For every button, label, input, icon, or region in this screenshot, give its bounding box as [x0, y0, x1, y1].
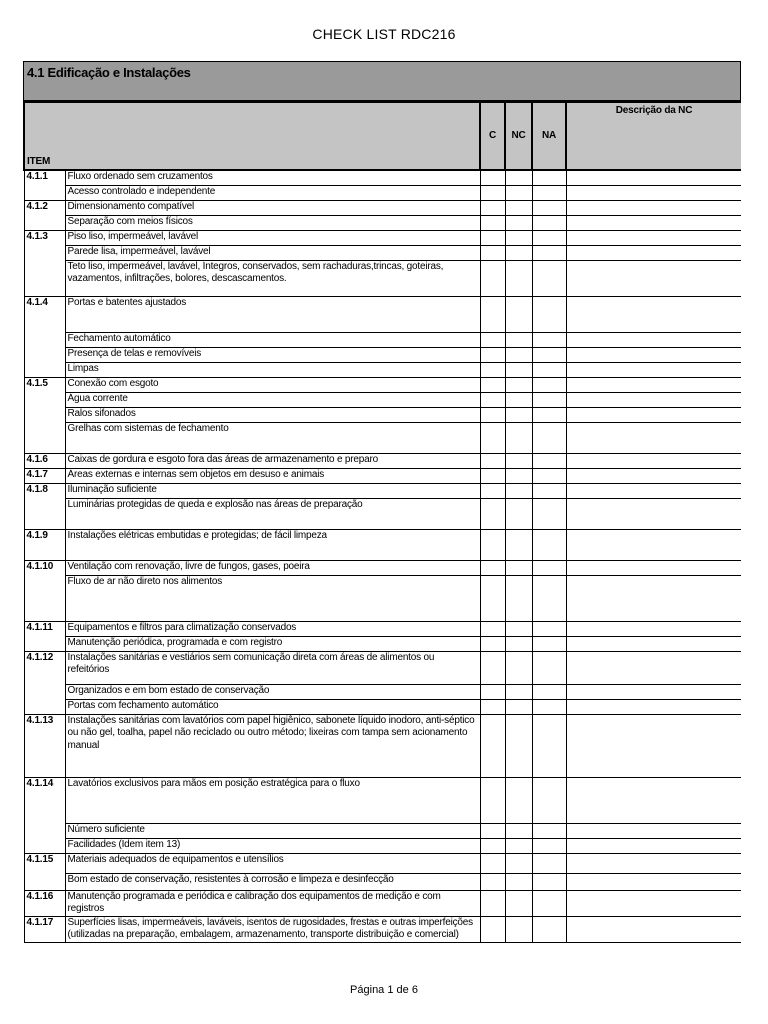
- table-row: [24, 699, 741, 714]
- requirement-text: Iluminação suficiente: [65, 483, 480, 498]
- nc-description-cell[interactable]: [566, 392, 741, 407]
- item-number: 4.1.4: [24, 296, 65, 332]
- header-description: Descrição da NC: [566, 102, 741, 170]
- c-cell[interactable]: [480, 890, 505, 916]
- na-cell[interactable]: [532, 684, 566, 699]
- requirement-text: Portas e batentes ajustados: [65, 296, 480, 332]
- nc-cell[interactable]: [505, 245, 532, 260]
- requirement-text: Manutenção programada e periódica e calibração dos equipamentos de medição e com registros: [65, 890, 480, 916]
- section-heading: 4.1 Edificação e Instalações: [23, 61, 741, 101]
- nc-description-cell[interactable]: [566, 200, 741, 215]
- c-cell[interactable]: [480, 347, 505, 362]
- table-row: [24, 890, 741, 916]
- item-number: 4.1.14: [24, 777, 65, 823]
- na-cell[interactable]: [532, 853, 566, 873]
- nc-description-cell[interactable]: [566, 823, 741, 838]
- c-cell[interactable]: [480, 245, 505, 260]
- na-cell[interactable]: [532, 560, 566, 575]
- table-row: [24, 560, 741, 575]
- na-cell[interactable]: [532, 200, 566, 215]
- nc-cell[interactable]: [505, 377, 532, 392]
- c-cell[interactable]: [480, 636, 505, 651]
- table-row: [24, 529, 741, 560]
- table-row: [24, 714, 741, 777]
- na-cell[interactable]: [532, 651, 566, 684]
- nc-cell[interactable]: [505, 230, 532, 245]
- nc-description-cell[interactable]: [566, 651, 741, 684]
- requirement-text: Equipamentos e filtros para climatização conservados: [65, 621, 480, 636]
- requirement-text: Piso liso, impermeável, lavável: [65, 230, 480, 245]
- c-cell[interactable]: [480, 777, 505, 823]
- na-cell[interactable]: [532, 377, 566, 392]
- nc-cell[interactable]: [505, 560, 532, 575]
- item-number: [24, 684, 65, 699]
- nc-description-cell[interactable]: [566, 699, 741, 714]
- requirement-text: Teto liso, impermeável, lavável, Íntegros, conservados, sem rachaduras,trincas, goteiras, vazamentos, infiltrações, bolores, descascamentos.: [65, 260, 480, 296]
- item-number: [24, 422, 65, 453]
- nc-description-cell[interactable]: [566, 498, 741, 529]
- c-cell[interactable]: [480, 699, 505, 714]
- table-row: [24, 185, 741, 200]
- nc-cell[interactable]: [505, 296, 532, 332]
- c-cell[interactable]: [480, 575, 505, 621]
- table-row: [24, 575, 741, 621]
- requirement-text: Lavatórios exclusivos para mãos em posição estratégica para o fluxo: [65, 777, 480, 823]
- c-cell[interactable]: [480, 853, 505, 873]
- nc-description-cell[interactable]: [566, 483, 741, 498]
- table-header-row: [24, 102, 741, 170]
- item-number: 4.1.10: [24, 560, 65, 575]
- table-row: [24, 916, 741, 942]
- table-row: [24, 453, 741, 468]
- table-row: [24, 215, 741, 230]
- na-cell[interactable]: [532, 714, 566, 777]
- requirement-text: Acesso controlado e independente: [65, 185, 480, 200]
- nc-description-cell[interactable]: [566, 377, 741, 392]
- nc-description-cell[interactable]: [566, 529, 741, 560]
- item-number: [24, 185, 65, 200]
- c-cell[interactable]: [480, 468, 505, 483]
- nc-cell[interactable]: [505, 362, 532, 377]
- requirement-text: Manutenção periódica, programada e com registro: [65, 636, 480, 651]
- table-row: [24, 407, 741, 422]
- requirement-text: Conexão com esgoto: [65, 377, 480, 392]
- checklist-table: [23, 101, 741, 943]
- requirement-text: Número suficiente: [65, 823, 480, 838]
- table-row: [24, 873, 741, 890]
- na-cell[interactable]: [532, 498, 566, 529]
- c-cell[interactable]: [480, 651, 505, 684]
- requirement-text: Facilidades (Idem item 13): [65, 838, 480, 853]
- nc-cell[interactable]: [505, 185, 532, 200]
- nc-cell[interactable]: [505, 621, 532, 636]
- nc-cell[interactable]: [505, 260, 532, 296]
- requirement-text: Presença de telas e removíveis: [65, 347, 480, 362]
- requirement-text: Fechamento automático: [65, 332, 480, 347]
- table-row: [24, 170, 741, 185]
- header-item: ITEM: [24, 102, 480, 170]
- item-number: [24, 347, 65, 362]
- requirement-text: Instalações sanitárias e vestiários sem comunicação direta com áreas de alimentos ou refeitórios: [65, 651, 480, 684]
- table-row: [24, 684, 741, 699]
- table-row: [24, 200, 741, 215]
- item-number: [24, 575, 65, 621]
- nc-description-cell[interactable]: [566, 621, 741, 636]
- nc-cell[interactable]: [505, 453, 532, 468]
- requirement-text: Superfícies lisas, impermeáveis, laváveis, isentos de rugosidades, frestas e outras imperfeições (utilizadas na preparação, embalagem, armazenamento, transporte distribuição e comercial): [65, 916, 480, 942]
- c-cell[interactable]: [480, 260, 505, 296]
- nc-cell[interactable]: [505, 392, 532, 407]
- item-number: [24, 873, 65, 890]
- page-number: Página 1 de 6: [350, 984, 418, 996]
- nc-description-cell[interactable]: [566, 453, 741, 468]
- table-row: [24, 230, 741, 245]
- na-cell[interactable]: [532, 699, 566, 714]
- nc-description-cell[interactable]: [566, 873, 741, 890]
- nc-cell[interactable]: [505, 407, 532, 422]
- na-cell[interactable]: [532, 422, 566, 453]
- nc-description-cell[interactable]: [566, 347, 741, 362]
- nc-cell[interactable]: [505, 651, 532, 684]
- c-cell[interactable]: [480, 170, 505, 185]
- table-row: [24, 377, 741, 392]
- nc-description-cell[interactable]: [566, 260, 741, 296]
- requirement-text: Organizados e em bom estado de conservação: [65, 684, 480, 699]
- na-cell[interactable]: [532, 468, 566, 483]
- nc-cell[interactable]: [505, 215, 532, 230]
- item-number: 4.1.15: [24, 853, 65, 873]
- na-cell[interactable]: [532, 838, 566, 853]
- na-cell[interactable]: [532, 230, 566, 245]
- item-number: 4.1.1: [24, 170, 65, 185]
- requirement-text: Portas com fechamento automático: [65, 699, 480, 714]
- item-number: 4.1.3: [24, 230, 65, 245]
- table-row: [24, 498, 741, 529]
- na-cell[interactable]: [532, 215, 566, 230]
- item-number: 4.1.9: [24, 529, 65, 560]
- requirement-text: Instalações sanitárias com lavatórios com papel higiênico, sabonete líquido inodoro, anti-séptico ou não gel, toalha, papel não reciclado ou outro método; lixeiras com tampa sem acionamento manual: [65, 714, 480, 777]
- item-number: 4.1.17: [24, 916, 65, 942]
- c-cell[interactable]: [480, 377, 505, 392]
- requirement-text: Luminárias protegidas de queda e explosão nas áreas de preparação: [65, 498, 480, 529]
- nc-cell[interactable]: [505, 714, 532, 777]
- nc-description-cell[interactable]: [566, 684, 741, 699]
- c-cell[interactable]: [480, 621, 505, 636]
- nc-cell[interactable]: [505, 838, 532, 853]
- table-row: [24, 838, 741, 853]
- nc-description-cell[interactable]: [566, 170, 741, 185]
- table-row: [24, 296, 741, 332]
- c-cell[interactable]: [480, 684, 505, 699]
- nc-cell[interactable]: [505, 916, 532, 942]
- table-row: [24, 392, 741, 407]
- item-number: [24, 332, 65, 347]
- item-number: [24, 260, 65, 296]
- c-cell[interactable]: [480, 529, 505, 560]
- nc-description-cell[interactable]: [566, 422, 741, 453]
- requirement-text: Instalações elétricas embutidas e protegidas; de fácil limpeza: [65, 529, 480, 560]
- nc-description-cell[interactable]: [566, 777, 741, 823]
- requirement-text: Dimensionamento compatível: [65, 200, 480, 215]
- c-cell[interactable]: [480, 185, 505, 200]
- item-number: [24, 498, 65, 529]
- table-row: [24, 245, 741, 260]
- na-cell[interactable]: [532, 185, 566, 200]
- nc-description-cell[interactable]: [566, 215, 741, 230]
- nc-description-cell[interactable]: [566, 407, 741, 422]
- nc-cell[interactable]: [505, 823, 532, 838]
- na-cell[interactable]: [532, 916, 566, 942]
- requirement-text: Bom estado de conservação, resistentes à corrosão e limpeza e desinfecção: [65, 873, 480, 890]
- nc-cell[interactable]: [505, 636, 532, 651]
- c-cell[interactable]: [480, 296, 505, 332]
- requirement-text: Fluxo ordenado sem cruzamentos: [65, 170, 480, 185]
- table-row: [24, 777, 741, 823]
- nc-description-cell[interactable]: [566, 468, 741, 483]
- table-row: [24, 651, 741, 684]
- nc-description-cell[interactable]: [566, 332, 741, 347]
- nc-cell[interactable]: [505, 347, 532, 362]
- c-cell[interactable]: [480, 498, 505, 529]
- na-cell[interactable]: [532, 296, 566, 332]
- table-row: [24, 347, 741, 362]
- na-cell[interactable]: [532, 777, 566, 823]
- table-row: [24, 332, 741, 347]
- na-cell[interactable]: [532, 890, 566, 916]
- document-title: CHECK LIST RDC216: [312, 26, 456, 42]
- requirement-text: Ventilação com renovação, livre de fungos, gases, poeira: [65, 560, 480, 575]
- nc-description-cell[interactable]: [566, 362, 741, 377]
- na-cell[interactable]: [532, 407, 566, 422]
- item-number: 4.1.6: [24, 453, 65, 468]
- c-cell[interactable]: [480, 407, 505, 422]
- requirement-text: Áreas externas e internas sem objetos em desuso e animais: [65, 468, 480, 483]
- na-cell[interactable]: [532, 873, 566, 890]
- c-cell[interactable]: [480, 362, 505, 377]
- header-na: NA: [532, 102, 566, 170]
- na-cell[interactable]: [532, 483, 566, 498]
- requirement-text: Fluxo de ar não direto nos alimentos: [65, 575, 480, 621]
- table-row: [24, 422, 741, 453]
- nc-cell[interactable]: [505, 873, 532, 890]
- c-cell[interactable]: [480, 823, 505, 838]
- item-number: 4.1.2: [24, 200, 65, 215]
- nc-description-cell[interactable]: [566, 853, 741, 873]
- requirement-text: Água corrente: [65, 392, 480, 407]
- item-number: [24, 245, 65, 260]
- item-number: [24, 362, 65, 377]
- table-row: [24, 468, 741, 483]
- nc-cell[interactable]: [505, 529, 532, 560]
- nc-cell[interactable]: [505, 890, 532, 916]
- item-number: [24, 392, 65, 407]
- item-number: 4.1.12: [24, 651, 65, 684]
- nc-description-cell[interactable]: [566, 714, 741, 777]
- c-cell[interactable]: [480, 916, 505, 942]
- c-cell[interactable]: [480, 714, 505, 777]
- nc-cell[interactable]: [505, 170, 532, 185]
- item-number: 4.1.8: [24, 483, 65, 498]
- c-cell[interactable]: [480, 392, 505, 407]
- nc-cell[interactable]: [505, 498, 532, 529]
- requirement-text: Caixas de gordura e esgoto fora das áreas de armazenamento e preparo: [65, 453, 480, 468]
- requirement-text: Limpas: [65, 362, 480, 377]
- c-cell[interactable]: [480, 838, 505, 853]
- header-c: C: [480, 102, 505, 170]
- na-cell[interactable]: [532, 575, 566, 621]
- nc-cell[interactable]: [505, 575, 532, 621]
- nc-cell[interactable]: [505, 483, 532, 498]
- na-cell[interactable]: [532, 260, 566, 296]
- checklist-sheet: [23, 61, 741, 953]
- item-number: 4.1.16: [24, 890, 65, 916]
- requirement-text: Parede lisa, impermeável, lavável: [65, 245, 480, 260]
- table-row: [24, 621, 741, 636]
- c-cell[interactable]: [480, 560, 505, 575]
- nc-description-cell[interactable]: [566, 245, 741, 260]
- requirement-text: Ralos sifonados: [65, 407, 480, 422]
- header-nc: NC: [505, 102, 532, 170]
- nc-description-cell[interactable]: [566, 575, 741, 621]
- nc-description-cell[interactable]: [566, 560, 741, 575]
- na-cell[interactable]: [532, 636, 566, 651]
- requirement-text: Materiais adequados de equipamentos e utensílios: [65, 853, 480, 873]
- nc-cell[interactable]: [505, 853, 532, 873]
- nc-description-cell[interactable]: [566, 636, 741, 651]
- c-cell[interactable]: [480, 332, 505, 347]
- nc-description-cell[interactable]: [566, 838, 741, 853]
- nc-description-cell[interactable]: [566, 185, 741, 200]
- c-cell[interactable]: [480, 230, 505, 245]
- table-row: [24, 636, 741, 651]
- table-row: [24, 362, 741, 377]
- na-cell[interactable]: [532, 362, 566, 377]
- item-number: 4.1.7: [24, 468, 65, 483]
- na-cell[interactable]: [532, 245, 566, 260]
- na-cell[interactable]: [532, 529, 566, 560]
- table-row: [24, 260, 741, 296]
- c-cell[interactable]: [480, 200, 505, 215]
- nc-cell[interactable]: [505, 699, 532, 714]
- item-number: 4.1.11: [24, 621, 65, 636]
- nc-cell[interactable]: [505, 332, 532, 347]
- nc-cell[interactable]: [505, 468, 532, 483]
- na-cell[interactable]: [532, 621, 566, 636]
- c-cell[interactable]: [480, 483, 505, 498]
- nc-description-cell[interactable]: [566, 230, 741, 245]
- requirement-text: Separação com meios físicos: [65, 215, 480, 230]
- nc-cell[interactable]: [505, 200, 532, 215]
- table-row: [24, 853, 741, 873]
- requirement-text: Grelhas com sistemas de fechamento: [65, 422, 480, 453]
- item-number: 4.1.5: [24, 377, 65, 392]
- item-number: [24, 215, 65, 230]
- table-row: [24, 483, 741, 498]
- item-number: [24, 838, 65, 853]
- c-cell[interactable]: [480, 873, 505, 890]
- c-cell[interactable]: [480, 215, 505, 230]
- nc-cell[interactable]: [505, 684, 532, 699]
- nc-cell[interactable]: [505, 422, 532, 453]
- na-cell[interactable]: [532, 347, 566, 362]
- c-cell[interactable]: [480, 422, 505, 453]
- na-cell[interactable]: [532, 823, 566, 838]
- nc-description-cell[interactable]: [566, 916, 741, 942]
- na-cell[interactable]: [532, 392, 566, 407]
- na-cell[interactable]: [532, 453, 566, 468]
- item-number: [24, 636, 65, 651]
- item-number: 4.1.13: [24, 714, 65, 777]
- nc-description-cell[interactable]: [566, 296, 741, 332]
- c-cell[interactable]: [480, 453, 505, 468]
- item-number: [24, 699, 65, 714]
- nc-description-cell[interactable]: [566, 890, 741, 916]
- item-number: [24, 407, 65, 422]
- na-cell[interactable]: [532, 332, 566, 347]
- na-cell[interactable]: [532, 170, 566, 185]
- item-number: [24, 823, 65, 838]
- nc-cell[interactable]: [505, 777, 532, 823]
- table-row: [24, 823, 741, 838]
